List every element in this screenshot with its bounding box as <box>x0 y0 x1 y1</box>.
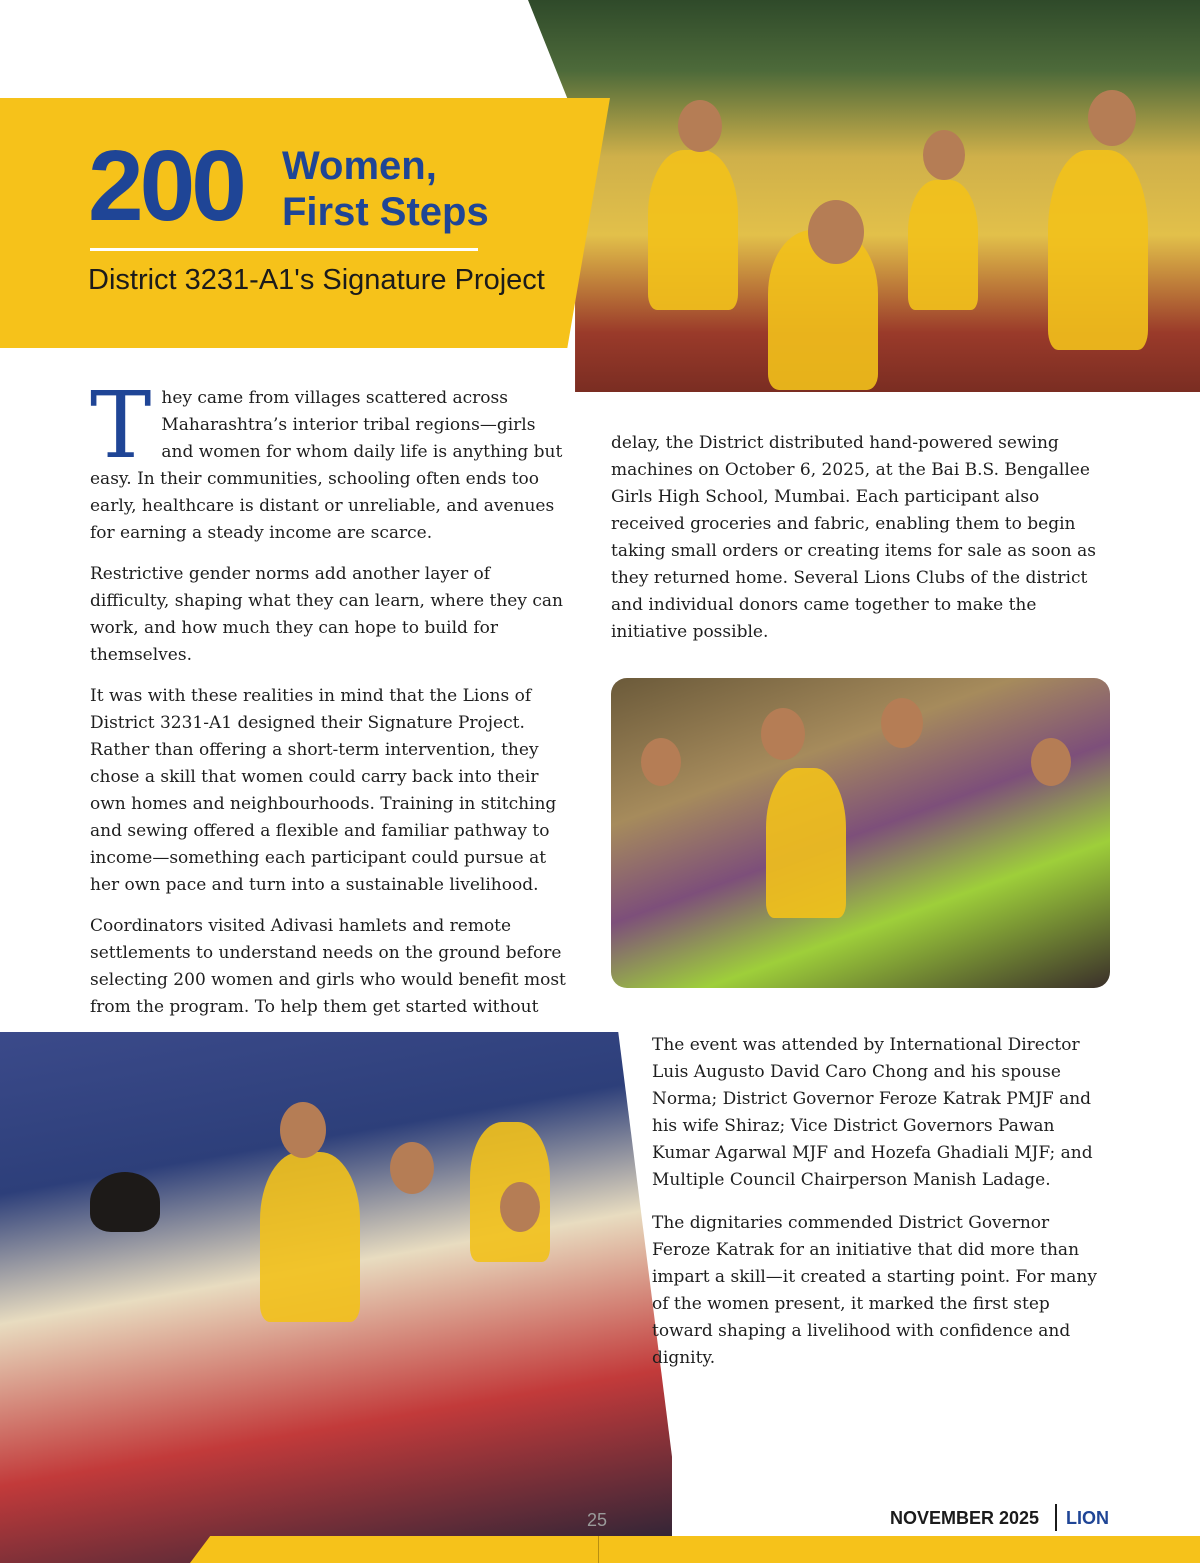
article-paragraph: The event was attended by International Director Luis Augusto David Caro Chong and his spouse Norma; District Governor Feroze Katrak PMJF and his wife Shiraz; Vice District Governors Pawan Kumar Agarwal MJF and Hozefa Ghadiali MJF; and Multiple Council Chairperson Manish Ladage. <box>652 1035 1093 1190</box>
article-column-right-top <box>611 430 1111 660</box>
article-paragraph: The dignitaries commended District Governor Feroze Katrak for an initiative that did more than impart a skill—it created a starting point. For many of the women present, it marked the first step toward shaping a livelihood with confidence and dignity. <box>652 1213 1097 1368</box>
article-column-left <box>90 372 572 1035</box>
article-column-right-bottom <box>652 1032 1112 1388</box>
article-paragraph: They came from villages scattered across Maharashtra’s interior tribal regions—girls and women for whom daily life is anything but easy. In their communities, schooling often ends too early, healthcare is distant or unreliable, and avenues for earning a steady income are scarce. <box>90 372 563 543</box>
footer-separator <box>1055 1504 1057 1531</box>
title-line-1: Women, <box>282 144 437 188</box>
page-divider <box>598 1536 599 1563</box>
page-number: 25 <box>587 1510 608 1530</box>
distribution-photo <box>611 678 1110 988</box>
title-divider <box>90 248 478 251</box>
title-line-2: First Steps <box>282 190 489 234</box>
footer-band <box>190 1536 1200 1563</box>
footer-issue: NOVEMBER 2025 <box>890 1508 1040 1528</box>
title-number: 200 <box>88 130 243 242</box>
article-paragraph: Restrictive gender norms add another layer of difficulty, shaping what they can learn, where they can work, and how much they can hope to build for themselves. <box>90 564 563 665</box>
page-subtitle: District 3231-A1's Signature Project <box>88 264 545 296</box>
article-paragraph: Coordinators visited Adivasi hamlets and remote settlements to understand needs on the ground before selecting 200 women and girls who would benefit most from the program. To help them get started without <box>90 916 566 1017</box>
article-paragraph: delay, the District distributed hand-powered sewing machines on October 6, 2025, at the Bai B.S. Bengallee Girls High School, Mumbai. Each participant also received groceries and fabric, enabling them to begin taking small orders or creating items for sale as soon as they returned home. Several Lions Clubs of the district and individual donors came together to make the initiative possible. <box>611 433 1096 642</box>
group-photo-top <box>528 0 1200 392</box>
ceremony-photo <box>0 1032 672 1563</box>
article-paragraph: It was with these realities in mind that the Lions of District 3231-A1 designed their Signature Project. Rather than offering a short-term intervention, they chose a skill that women could carry back into their own homes and neighbourhoods. Training in stitching and sewing offered a flexible and familiar pathway to income—something each participant could pursue at her own pace and turn into a sustainable livelihood. <box>90 686 557 895</box>
title-words <box>282 143 489 235</box>
footer-magazine-name: LION <box>1066 1508 1109 1528</box>
